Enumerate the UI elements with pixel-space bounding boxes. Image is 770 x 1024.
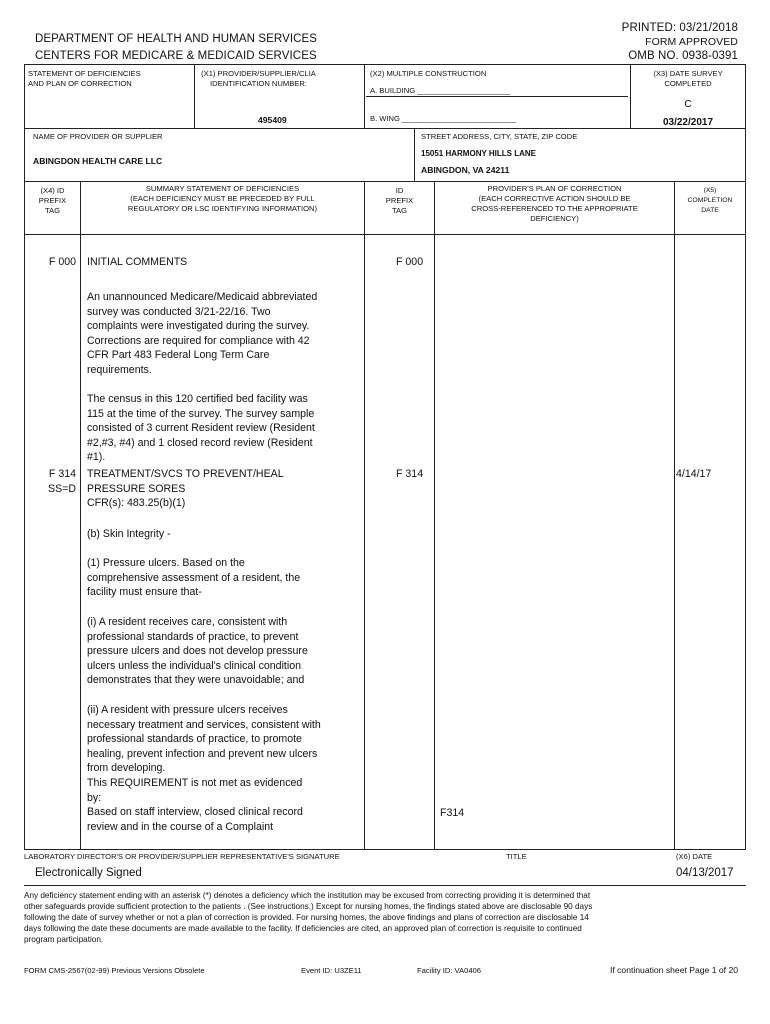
form-number: FORM CMS-2567(02-99) Previous Versions Obsolete — [24, 966, 205, 975]
id-tag-f314: F 314 — [396, 468, 424, 480]
survey-date: 03/22/2017 — [662, 117, 714, 128]
x3-label: (X3) DATE SURVEY COMPLETED — [653, 69, 723, 88]
paragraph-resident-care: (i) A resident receives care, consistent with professional standards of practice, to prevent pressure ulcers and does not develop pressure ulcers unless the individual's clinical condition demonstrates that they were unavoidable; and — [87, 616, 308, 687]
facility-id: Facility ID: VA0406 — [417, 966, 482, 975]
paragraph-skin-integrity: (b) Skin Integrity - — [87, 528, 171, 540]
provider-name-label: NAME OF PROVIDER OR SUPPLIER — [33, 132, 163, 141]
address-label: STREET ADDRESS, CITY, STATE, ZIP CODE — [421, 132, 578, 141]
summary-header: SUMMARY STATEMENT OF DEFICIENCIES (EACH DEFICIENCY MUST BE PRECEDED BY FULL REGULATORY OR LSC IDENTIFYING INFORMATION) — [127, 184, 318, 213]
completion-date: 4/14/17 — [676, 468, 712, 480]
plan-reference: F314 — [440, 807, 465, 819]
provider-id-number: 495409 — [258, 115, 287, 125]
x6-date-label: (X6) DATE — [676, 852, 713, 861]
department-title: DEPARTMENT OF HEALTH AND HUMAN SERVICES — [35, 33, 318, 45]
paragraph-pressure-ulcers: (1) Pressure ulcers. Based on the comprehensive assessment of a resident, the facility must ensure that- — [87, 557, 301, 599]
plan-header: PROVIDER'S PLAN OF CORRECTION (EACH CORRECTIVE ACTION SHOULD BE CROSS-REFERENCED TO THE APPROPRIATE DEFICIENCY) — [471, 184, 638, 223]
address-line2: ABINGDON, VA 24211 — [421, 165, 510, 175]
omb-number: OMB NO. 0938-0391 — [628, 50, 738, 62]
paragraph-census: The census in this 120 certified bed facility was 115 at the time of the survey. The survey sample consisted of 3 current Resident review (Resident #2,#3, #4) and 1 closed record review (Resident #1). — [87, 393, 315, 464]
signature-value: Electronically Signed — [35, 867, 142, 879]
address-line1: 15051 HARMONY HILLS LANE — [421, 149, 536, 158]
scope-severity: SS=D — [48, 483, 76, 495]
x1-label: (X1) PROVIDER/SUPPLIER/CLIA IDENTIFICATION NUMBER: — [201, 69, 316, 88]
f314-title: TREATMENT/SVCS TO PREVENT/HEAL PRESSURE SORES CFR(s): 483.25(b)(1) — [87, 468, 284, 510]
statement-label: STATEMENT OF DEFICIENCIES AND PLAN OF CORRECTION — [28, 69, 141, 88]
event-id: Event ID: U3ZE11 — [301, 966, 362, 975]
paragraph-survey: An unannounced Medicare/Medicaid abbreviated survey was conducted 3/21-22/16. Two complaints were investigated during the survey. Corrections are required for compliance with 42 CFR Part 483 Federal Long Term Care requirements. — [87, 291, 318, 376]
x2-building: A. BUILDING ______________________ — [370, 86, 511, 95]
agency-title: CENTERS FOR MEDICARE & MEDICAID SERVICES — [35, 50, 317, 62]
tag-f000: F 000 — [48, 256, 76, 268]
title-label: TITLE — [506, 852, 527, 861]
paragraph-treatment: (ii) A resident with pressure ulcers receives necessary treatment and services, consistent with professional standards of practice, to promote healing, prevent infection and prevent new ulcers from developing. This REQUIREMENT is not met as evidenced by: Based on staff interview, closed clinical record review and in the course of a Complaint — [87, 704, 321, 833]
signature-label: LABORATORY DIRECTOR'S OR PROVIDER/SUPPLIER REPRESENTATIVE'S SIGNATURE — [24, 852, 340, 861]
x4-header: (X4) ID PREFIX TAG — [38, 186, 67, 215]
x2-wing: B. WING ___________________________ — [370, 114, 517, 123]
id-tag-f000: F 000 — [396, 256, 424, 268]
x2-label: (X2) MULTIPLE CONSTRUCTION — [370, 69, 487, 78]
page-number: If continuation sheet Page 1 of 20 — [609, 965, 738, 975]
provider-name: ABINGDON HEALTH CARE LLC — [33, 156, 163, 166]
x5-header: (X5) COMPLETION DATE — [687, 187, 733, 214]
id-header: ID PREFIX TAG — [385, 186, 414, 215]
disclosure-footnote: Any deficiency statement ending with an asterisk (*) denotes a deficiency which the institution may be excused from correcting providing it is determined that other safeguards provide sufficient protection to the patients . (See instructions.) Except for nursing homes, the findings stated above are disclosable 90 days following the date of survey whether or not a plan of correction is provided. For nursing homes, the above findings and plans of correction are disclosable 14 days following the date these documents are made available to the facility. If deficiencies are cited, an approved plan of correction is requisite to continued program participation. — [24, 891, 593, 944]
survey-code: C — [684, 99, 692, 110]
form-approved: FORM APPROVED — [645, 36, 738, 48]
initial-comments-title: INITIAL COMMENTS — [87, 256, 188, 268]
printed-date: PRINTED: 03/21/2018 — [621, 22, 738, 34]
x6-date-value: 04/13/2017 — [676, 867, 734, 879]
tag-f314: F 314 — [48, 468, 76, 480]
